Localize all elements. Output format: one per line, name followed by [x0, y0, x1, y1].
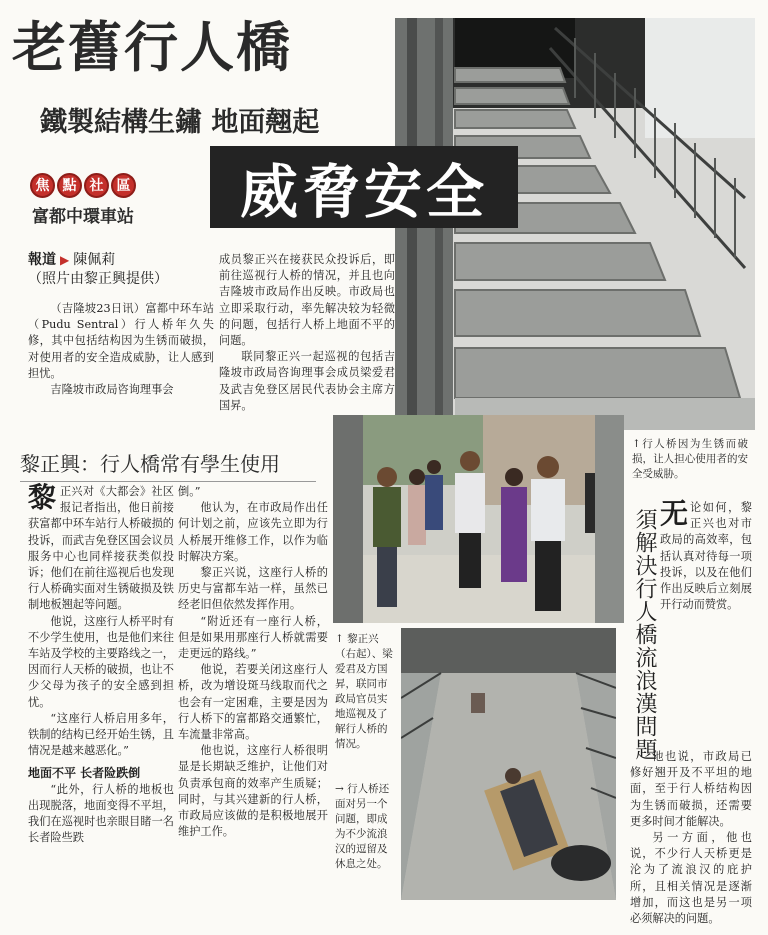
paragraph: “此外，行人桥的地板也出现脱落，地面变得不平坦，我们在巡视时也亲眼目睹一名长者险些跌 — [28, 782, 174, 845]
paragraph: （吉隆坡23日讯）富都中环车站（Pudu Sentral）行人桥年久失修，其中包括结构因为生锈而破损，对使用者的安全造成威胁，让人感到担忧。 — [28, 302, 214, 380]
headline: 老舊行人橋 — [12, 16, 292, 79]
big-title: 威脅安全 — [210, 146, 518, 228]
article-column-1 — [28, 301, 214, 398]
paragraph: 吉隆坡市政局咨询理事会 — [50, 383, 174, 397]
photo-credit: （照片由黎正興提供） — [28, 271, 168, 287]
section-heading: 黎正興：行人橋常有學生使用 — [20, 448, 316, 482]
paragraph: 他也说，市政局已修好翘开及不平坦的地面，至于行人桥结构因为生锈而破损，还需要更多时间才能解决。 — [630, 750, 752, 828]
paragraph: 他也说，这座行人桥很明显是长期缺乏维护，让他们对负责承包商的效率产生质疑；同时，与其兴建新的行人桥，市政局应该做的是积极地展开维护工作。 — [178, 744, 328, 839]
subheadline: 鐵製結構生鏽 地面翹起 — [40, 107, 320, 138]
group-photo — [333, 415, 624, 623]
paragraph: 论如何，黎正兴也对市政局的高效率，包括认真对待每一项投诉，以及在他们作出反映后立刻展开行动而赞赏。 — [660, 501, 752, 612]
paragraph: “附近还有一座行人桥，但是如果用那座行人桥就需要走更远的路线。” — [178, 614, 328, 661]
badge-char: 焦 — [30, 173, 55, 198]
badge-char: 區 — [111, 173, 136, 198]
article-column-5 — [660, 497, 752, 613]
drop-cap: 无 — [660, 497, 689, 530]
bridge-photo — [401, 628, 616, 900]
article-column-3 — [28, 481, 174, 846]
section-badge — [30, 170, 138, 200]
reporter-name: 陳佩莉 — [73, 252, 116, 268]
article-column-4 — [178, 484, 328, 840]
badge-char: 社 — [84, 173, 109, 198]
paragraph: 正兴对《大都会》社区报记者指出，他日前接获富都中环车站行人桥破损的投诉，而武吉免登区国会议员服务中心也同样接获类似投诉；他们在前往巡视后也发现行人桥确实面对生锈破损及铁制地板翘起等问题。 — [28, 485, 174, 612]
paragraph: “这座行人桥启用多年，铁制的结构已经开始生锈，且情况是越来越恶化。” — [28, 711, 174, 758]
location-label: 富都中環車站 — [32, 207, 134, 227]
arrow-icon: ▶ — [60, 253, 70, 267]
caption-group: ↑ 黎正兴（右起）、梁爱君及方国昇，联同市政局官员实地巡视及了解行人桥的情况。 — [335, 633, 393, 750]
paragraph: 联同黎正兴一起巡视的包括吉隆坡市政局咨询理事会成员梁爱君及武吉免登区居民代表协会主席方国昇。 — [219, 350, 395, 412]
paragraph: 成员黎正兴在接获民众投诉后，即前往巡视行人桥的情况，并且也向吉隆坡市政局作出反映。市政局也立即采取行动，率先解决较为轻微的问题，包括行人桥上地面不平的问题。 — [219, 253, 395, 348]
paragraph: 黎正兴说，这座行人桥的历史与富都车站一样，虽然已经老旧但依然发挥作用。 — [178, 566, 328, 612]
badge-char: 點 — [57, 173, 82, 198]
paragraph: 他认为，在市政局作出任何计划之前，应该先立即为行人桥展开维修工作，以作为临时解决方案。 — [178, 501, 328, 563]
byline-label: 報道 — [28, 252, 56, 268]
caption-bridge: → 行人桥还面对另一个问题，即成为不少流浪汉的逗留及休息之处。 — [335, 783, 390, 870]
vertical-heading: 須解決行人橋流浪漢問題 — [632, 508, 657, 761]
subhead: 地面不平 长者险跌倒 — [28, 766, 141, 781]
article-column-5b — [630, 749, 752, 927]
byline — [28, 251, 214, 289]
paragraph: 倒。” — [178, 485, 201, 498]
article-column-2 — [219, 252, 395, 414]
paragraph: 另一方面，他也说，不少行人天桥更是沦为了流浪汉的庇护所，且相关情况是逐渐增加，而这也是另一项必须解决的问题。 — [630, 831, 752, 926]
paragraph: 他说，这座行人桥平时有不少学生使用，也是他们来往车站及学校的主要路线之一，因而行人天桥的破损，也让不少父母为孩子的安全感到担忧。 — [28, 614, 174, 709]
paragraph: 他说，若要关闭这座行人桥，改为增设斑马线取而代之也会有一定困难，主要是因为行人桥下的富都路交通繁忙，车流量非常高。 — [178, 663, 328, 742]
drop-cap: 黎 — [28, 481, 57, 514]
caption-staircase: ↑行人桥因为生锈而破损，让人担心使用者的安全受威胁。 — [632, 438, 748, 480]
